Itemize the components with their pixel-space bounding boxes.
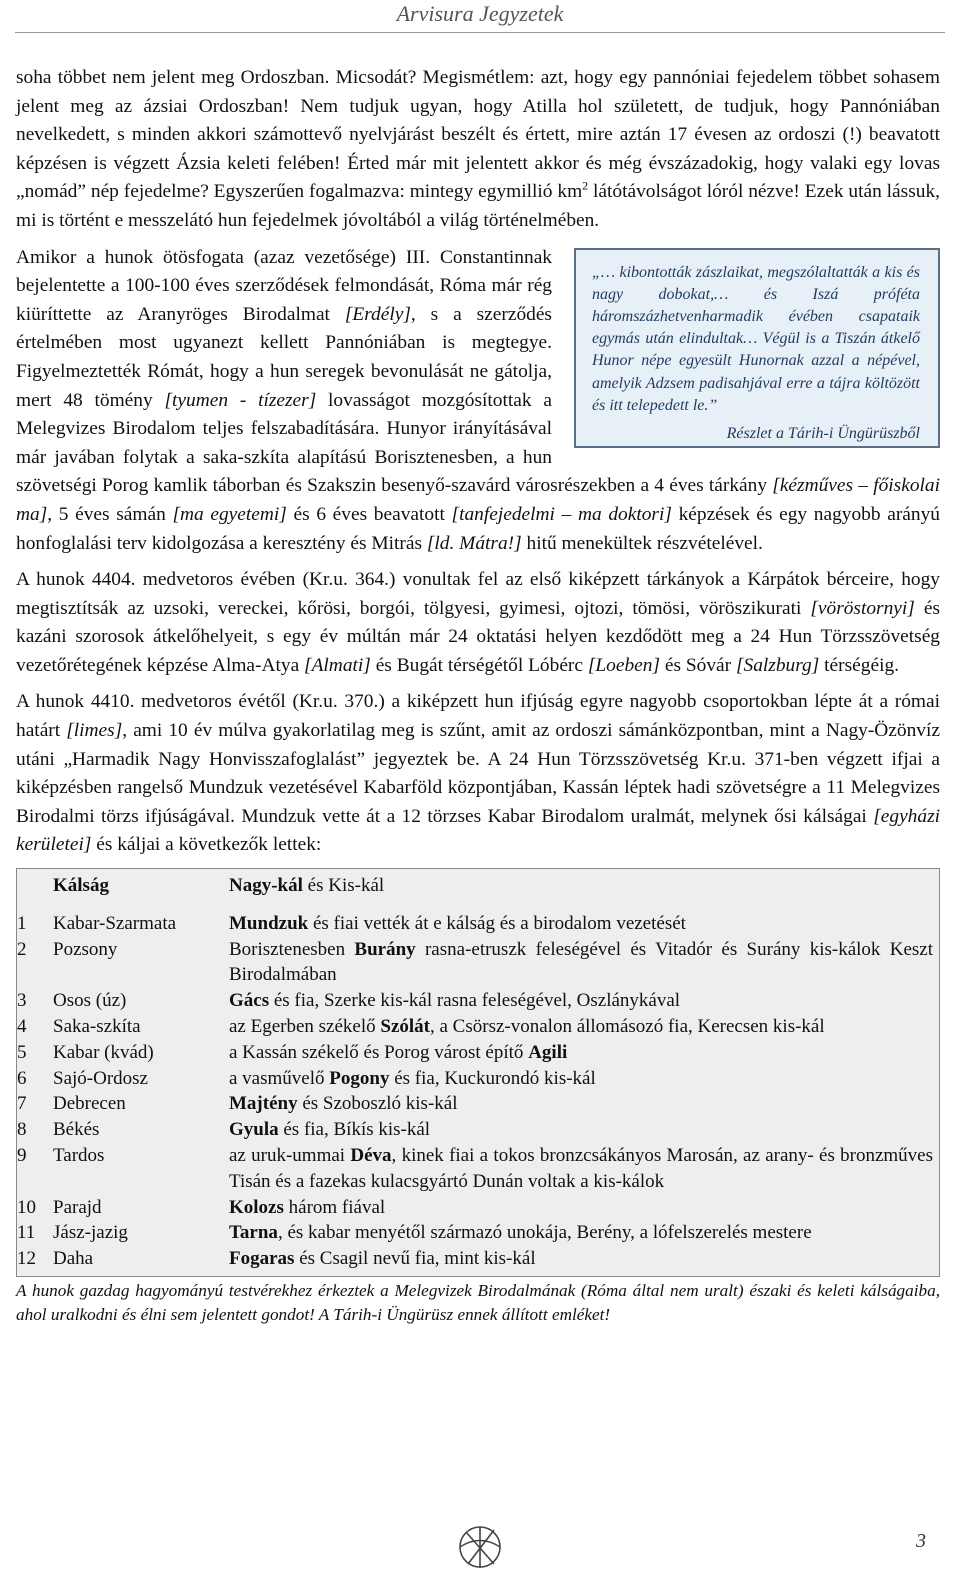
row-kalsag: Tardos	[53, 1145, 105, 1166]
paragraph-1	[16, 64, 940, 236]
table-body	[17, 911, 933, 1272]
p2-bracket: [ld. Mátra!]	[426, 532, 522, 554]
header-name: Kálság	[53, 875, 109, 897]
p3-bracket: [vöröstornyi]	[810, 597, 915, 619]
row-description	[229, 1246, 933, 1272]
row-desc-bold: Szólát	[380, 1016, 430, 1038]
row-description	[229, 1117, 933, 1143]
p3-text: és Sóvár	[660, 654, 736, 676]
table-row	[17, 1117, 933, 1143]
p2-bracket: [tanfejedelmi – ma doktori]	[451, 503, 672, 525]
row-kalsag: Osos (úz)	[53, 990, 127, 1012]
row-number: 10	[17, 1196, 36, 1218]
row-description	[229, 1220, 933, 1246]
row-desc-bold: Mundzuk	[229, 912, 309, 934]
rovas-logo-icon	[456, 1524, 504, 1570]
row-kalsag: Pozsony	[53, 938, 118, 960]
row-kalsag: Saka-szkíta	[53, 1016, 141, 1038]
row-description	[229, 937, 933, 989]
quote-text: „… kibontották zászlaikat, megszólaltatták a kis és nagy dobokat,… és Iszá próféta háromszázhetvenharmadik évében csapataik egymás után elindultak… Végül is a Tiszán átkelő Hunor népe egyesült Hunornak azzal a népével, amelyik Adzsem padisahjával erre a tájra költözött és itt telepedett le.”	[592, 263, 920, 414]
main-content	[16, 64, 940, 1327]
row-number: 3	[17, 990, 27, 1012]
p4-text: , ami 10 év múlva gyakorlatilag meg is szűnt, amit az ordoszi sámánközpontban, mint a Nagy-Özönvíz utáni „Harmadik Nagy Honvisszafoglalást” jegyeztek be. A 24 Hun Törzsszövetség Kr.u. 371-ben végzett ifjai a kiképzésben rangelső Mundzuk vezetésével Kabarföld központjában, Kassán léptek hadi szövetségre a 11 Melegvizes Birodalmi törzs ifjúságával. Mundzuk vette át a 12 törzses Kabar Birodalom uralmát, melynek ősi kálságai	[16, 720, 940, 827]
p2-text: , 5 éves sámán	[47, 503, 173, 525]
table-row	[17, 988, 933, 1014]
header-title: Arvisura Jegyzetek	[396, 1, 564, 26]
p2-bracket: [ma egyetemi]	[172, 503, 287, 525]
row-number: 8	[17, 1119, 27, 1141]
kalsag-table	[16, 868, 940, 1277]
row-desc-bold: Déva	[350, 1145, 392, 1166]
row-kalsag: Kabar-Szarmata	[53, 912, 177, 934]
row-desc-bold: Majtény	[229, 1093, 298, 1115]
row-desc-rest: és fia, Szerke kis-kál rasna feleségével, Oszlánykával	[269, 990, 681, 1012]
page-number: 3	[916, 1530, 926, 1552]
row-desc-bold: Kolozs	[229, 1196, 284, 1218]
p4-text: és káljai a következők lettek:	[91, 834, 322, 856]
row-description	[229, 1066, 933, 1092]
table-row	[17, 1195, 933, 1221]
header-desc-rest: és Kis-kál	[302, 875, 385, 897]
row-desc-rest: és Szoboszló kis-kál	[297, 1093, 458, 1115]
p2-bracket: [tyumen - tízezer]	[164, 389, 317, 411]
table-row	[17, 1066, 933, 1092]
p3-text: és Bugát térségétől Lóbérc	[370, 654, 588, 676]
table-row	[17, 1014, 933, 1040]
row-description	[229, 1014, 933, 1040]
header-num-cell	[17, 873, 53, 899]
row-desc-bold: Gyula	[229, 1119, 279, 1141]
p2-text: és 6 éves beavatott	[286, 503, 452, 525]
row-desc-bold: Burány	[354, 938, 416, 960]
p2-bracket: [Erdély]	[344, 303, 411, 325]
p3-bracket: [Salzburg]	[735, 654, 820, 676]
header-desc-bold: Nagy-kál	[229, 875, 303, 897]
row-kalsag: Békés	[53, 1119, 100, 1141]
table-header-row	[17, 873, 933, 899]
paragraph-4	[16, 688, 940, 860]
p2-text: hitű menekültek részvételével.	[521, 532, 763, 554]
row-description	[229, 1195, 933, 1221]
row-description	[229, 911, 933, 937]
table-row	[17, 911, 933, 937]
p3-text: A hunok 4404. medvetoros évében (Kr.u. 364.) vonultak fel az első kiképzett tárkányok a Kárpátok bérceire, hogy megtisztítsák az uzsoki, vereckei, kőrösi, borgói, tölgyesi, gyimesi, ojtozi, tömösi, vöröszikurati	[16, 569, 940, 619]
row-number: 6	[17, 1067, 27, 1089]
row-desc-pre: az uruk-ummai	[229, 1145, 351, 1166]
row-desc-pre: a vasművelő	[229, 1067, 330, 1089]
header-desc	[229, 873, 933, 899]
row-desc-bold: Gács	[229, 990, 270, 1012]
row-number: 2	[17, 938, 27, 960]
row-number: 4	[17, 1016, 27, 1038]
row-desc-bold: Tarna	[229, 1222, 278, 1244]
p2-text: képzések és egy nagyobb arányú honfoglalási terv kidolgozása a keresztény és Mitrás	[16, 503, 940, 554]
p4-bracket: [limes]	[66, 720, 123, 742]
row-desc-bold: Pogony	[329, 1067, 390, 1089]
table-row	[17, 1143, 933, 1195]
table-row	[17, 1091, 933, 1117]
header-divider	[15, 32, 945, 33]
caption: A hunok gazdag hagyományú testvérekhez érkeztek a Melegvizek Birodalmának (Róma által nem uralt) északi és keleti kálságaiba, ahol uralkodni és élni sem jelentett gondot! A Tárih-i Üngürüsz ennek állított emléket!	[16, 1280, 940, 1324]
row-kalsag: Daha	[53, 1248, 94, 1270]
row-description	[229, 1143, 933, 1195]
table-row	[17, 1246, 933, 1272]
quote-box	[574, 248, 940, 448]
row-desc-rest: , kinek fiai a tokos bronzcsákányos Marosán, az arany- és bronzműves Tisán és a fazekas kulacsgyártó Dunán voltak a kis-kálok	[229, 1145, 933, 1192]
table-row	[17, 937, 933, 989]
row-desc-bold: Fogaras	[229, 1248, 295, 1270]
row-description	[229, 1040, 933, 1066]
row-kalsag: Debrecen	[53, 1093, 126, 1115]
row-number: 7	[17, 1093, 27, 1115]
p2-bracket: [kézműves – főiskolai ma]	[16, 475, 940, 525]
p4-bracket: [egyházi kerületei]	[16, 805, 940, 856]
p4-text: A hunok 4410. medvetoros évétől (Kr.u. 370.) a kiképzett hun ifjúság egyre nagyobb csoportokban lépte át a római határt	[16, 691, 940, 742]
paragraph-1-text: soha többet nem jelent meg Ordoszban. Micsodát? Megismétlem: azt, hogy egy pannóniai fejedelem többet sohasem jelent meg az ázsiai Ordoszban! Nem tudjuk ugyan, hogy Atilla hol született, de tudjuk, hogy Pannóniában nevelkedett, s minden akkori számottevő nyelvjárást beszélt és értett, mire aztán 17 évesen az ordoszi (!) beavatott képzésen is végzett Ázsia keleti felében! Érted már mit jelentett akkor és még évszázadokig, hogy valaki egy lovas „nomád” nép fejedelme? Egyszerűen fogalmazva: mintegy egymillió km	[16, 67, 940, 203]
row-desc-pre: az Egerben székelő	[229, 1016, 381, 1038]
row-number: 12	[17, 1248, 36, 1270]
p3-text: és kazáni szorosok átkelőhelyeit, s egy év múltán már 24 oktatási helyen kezdődött meg a 24 Hun Törzsszövetség vezetőrétegének képzése Alma-Atya	[16, 597, 940, 676]
row-number: 5	[17, 1041, 27, 1063]
row-desc-rest: , a Csörsz-vonalon állomásozó fia, Kerecsen kis-kál	[430, 1016, 825, 1038]
row-description	[229, 988, 933, 1014]
row-desc-bold: Agili	[528, 1041, 568, 1063]
p2-text: Amikor a hunok ötösfogata (azaz vezetősége) III. Constantinnak bejelentette a 100-100 éves szerződések felmondását, Róma már rég kiüríttette az Aranyröges Birodalmat	[16, 246, 552, 325]
row-desc-pre: a Kassán székelő és Porog várost építő	[229, 1041, 529, 1063]
row-number: 9	[17, 1145, 27, 1166]
row-kalsag: Kabar (kvád)	[53, 1041, 154, 1063]
quote-source: Részlet a Tárih-i Üngürüszből	[726, 424, 920, 442]
row-desc-rest: három fiával	[283, 1196, 386, 1218]
p3-bracket: [Loeben]	[587, 654, 661, 676]
p3-text: térségéig.	[819, 654, 899, 676]
row-kalsag: Parajd	[53, 1196, 102, 1218]
p2-text: lovasságot mozgósítottak a Melegvizes Birodalom teljes felszabadítására. Hunyor irányításával már javában folytak a saka-szkíta alapítású Borisztenesben, a hun szövetségi Porog kamlik táborban és Szakszin besenyő-szavárd városrészekben a 4 éves tárkány	[16, 389, 773, 497]
row-desc-rest: és fiai vették át e kálság és a birodalom vezetését	[308, 912, 686, 934]
row-number: 11	[17, 1222, 36, 1244]
table-row	[17, 1220, 933, 1246]
p3-bracket: [Almati]	[304, 654, 371, 676]
row-desc-rest: és Csagil nevű fia, mint kis-kál	[294, 1248, 536, 1270]
table-row	[17, 1040, 933, 1066]
row-kalsag: Sajó-Ordosz	[53, 1067, 148, 1089]
row-number: 1	[17, 912, 27, 934]
row-desc-rest: , és kabar menyétől származó unokája, Berény, a lófelszerelés mestere	[277, 1222, 812, 1244]
paragraph-3	[16, 566, 940, 680]
paragraph-1-end: látótávolságot lóról nézve! Ezek után lássuk, mi is történt e messzelátó hun fejedelmek jóvoltából a világ történelmében.	[16, 181, 940, 231]
row-desc-rest: rasna-etruszk feleségével és Vitadór és Surány kis-kálok Keszt Birodalmában	[229, 938, 934, 986]
superscript: 2	[582, 178, 589, 193]
row-description	[229, 1091, 933, 1117]
p2-text: , s a szerződés értelmében most ugyanezt kellett Pannóniában is megtegye. Figyelmeztették Rómát, hogy a hun seregek bevonulását ne gátolja, mert 48 tömény	[16, 303, 552, 411]
row-desc-rest: és fia, Kuckurondó kis-kál	[389, 1067, 596, 1089]
row-desc-rest: és fia, Bíkís kis-kál	[278, 1119, 431, 1141]
row-kalsag: Jász-jazig	[53, 1222, 128, 1244]
page-header	[0, 0, 960, 34]
row-desc-pre: Borisztenesben	[229, 938, 355, 960]
